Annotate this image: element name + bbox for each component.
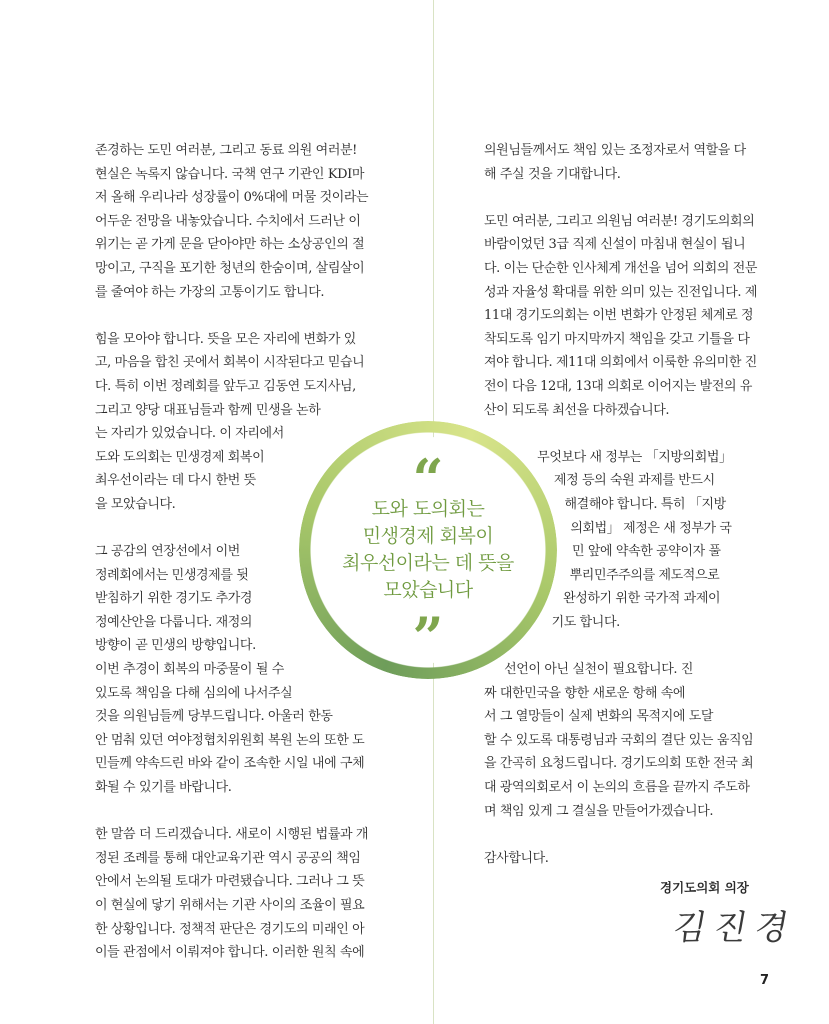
text-line: 그리고 양당 대표님들과 함께 민생을 논하 [95, 402, 321, 418]
text-line: 는 자리가 있었습니다. 이 자리에서 [95, 426, 284, 442]
text-line: 민 앞에 약속한 공약이자 풀 [571, 544, 721, 560]
text-line: 도민 여러분, 그리고 의원님 여러분! 경기도의회의 [484, 213, 755, 229]
text-line: 해 주실 것을 기대합니다. [484, 166, 621, 182]
signature: 김진경 [669, 908, 800, 948]
text-line: 바람이었던 3급 직제 신설이 마침내 현실이 됩니 [484, 237, 746, 253]
text-line: 의회법」 제정은 새 정부가 국 [570, 520, 732, 536]
text-line: 무엇보다 새 정부는 「지방의회법」 [537, 449, 732, 465]
pull-quote-line: 도와 도의회는 [371, 498, 485, 520]
text-line: 정된 조례를 통해 대안교육기관 역시 공공의 책임 [95, 850, 361, 866]
text-line: 를 줄여야 하는 가장의 고통이기도 합니다. [95, 284, 325, 300]
paragraph-gap [484, 186, 757, 210]
page-number: 7 [760, 973, 770, 988]
text-line: 안 멈춰 있던 여야정협치위원회 복원 논의 또한 도 [95, 732, 365, 748]
text-line: 서 그 열망들이 실제 변화의 목적지에 도달 [484, 709, 714, 725]
text-line: 방향이 곧 민생의 방향입니다. [95, 638, 256, 654]
text-line: 도와 도의회는 민생경제 회복이 [95, 449, 265, 465]
text-line: 존경하는 도민 여러분, 그리고 동료 의원 여러분! [95, 143, 357, 158]
text-line: 한 말씀 더 드리겠습니다. 새로이 시행된 법률과 개 [95, 827, 369, 843]
text-line: 위기는 곧 가게 문을 닫아야만 하는 소상공인의 절 [95, 237, 365, 253]
text-line: 할 수 있도록 대통령님과 국회의 결단 있는 움직임 [484, 732, 754, 748]
text-line: 다. 이는 단순한 인사체계 개선을 넘어 의회의 전문 [484, 260, 758, 276]
text-line: 저 올해 우리나라 성장률이 0%대에 머물 것이라는 [95, 190, 369, 206]
pull-quote-line: 최우선이라는 데 뜻을 [342, 552, 514, 574]
signature-title: 경기도의회 의장 [660, 880, 749, 895]
text-line: 짜 대한민국을 향한 새로운 항해 속에 [484, 685, 686, 701]
text-line: 11대 경기도의회는 이번 변화가 안정된 체계로 정 [484, 308, 754, 324]
paragraph-gap [95, 304, 368, 328]
pull-quote-line: 민생경제 회복이 [362, 525, 494, 547]
paragraph-gap [484, 823, 757, 847]
text-line: 이들 관점에서 이뤄져야 합니다. 이러한 원칙 속에 [95, 945, 365, 961]
text-line: 을 간곡히 요청드립니다. 경기도의회 또한 전국 최 [484, 756, 754, 772]
paragraph-gap [484, 422, 757, 446]
text-line: 져야 합니다. 제11대 의회에서 이룩한 유의미한 진 [484, 355, 757, 371]
text-line: 고, 마음을 합친 곳에서 회복이 시작된다고 믿습니 [95, 355, 365, 371]
text-line: 있도록 책임을 다해 심의에 나서주실 [95, 685, 293, 701]
paragraph-gap [95, 800, 368, 824]
text-line: 을 모았습니다. [95, 496, 176, 512]
text-line: 제정 등의 숙원 과제를 반드시 [553, 473, 715, 489]
text-line: 전이 다음 12대, 13대 의회로 이어지는 발전의 유 [484, 378, 753, 394]
text-line: 힘을 모아야 합니다. 뜻을 모은 자리에 변화가 있 [95, 331, 356, 347]
text-line: 화될 수 있기를 바랍니다. [95, 780, 232, 796]
text-line: 산이 되도록 최선을 다하겠습니다. [484, 402, 670, 418]
text-line: 받침하기 위한 경기도 추가경 [95, 591, 253, 607]
pull-quote-text [315, 496, 541, 604]
text-line: 한 상황입니다. 정책적 판단은 경기도의 미래인 아 [95, 921, 365, 937]
text-line: 망이고, 구직을 포기한 청년의 한숨이며, 살림살이 [95, 260, 365, 276]
text-line: 착되도록 임기 마지막까지 책임을 갖고 기틀을 다 [484, 331, 750, 347]
text-line: 감사합니다. [484, 850, 549, 866]
text-line: 대 광역의회로서 이 논의의 흐름을 끝까지 주도하 [484, 780, 750, 796]
text-line: 안에서 논의될 토대가 마련됐습니다. 그러나 그 뜻 [95, 874, 365, 890]
open-quote-icon: “ [412, 447, 444, 511]
text-line: 기도 합니다. [551, 614, 620, 630]
text-line: 이 현실에 닿기 위해서는 기관 사이의 조율이 필요 [95, 898, 365, 913]
text-line: 것을 의원님들께 당부드립니다. 아울러 한동 [95, 709, 333, 725]
pull-quote-line: 모았습니다 [383, 579, 473, 601]
text-line: 그 공감의 연장선에서 이번 [95, 544, 240, 560]
text-line: 성과 자율성 확대를 위한 의미 있는 진전입니다. 제 [484, 284, 758, 300]
text-line: 해결해야 합니다. 특히 「지방 [564, 496, 726, 512]
text-line: 선언이 아닌 실천이 필요합니다. 진 [504, 662, 693, 678]
text-line: 며 책임 있게 그 결실을 만들어가겠습니다. [484, 803, 714, 819]
text-line: 현실은 녹록지 않습니다. 국책 연구 기관인 KDI마 [95, 166, 365, 182]
close-quote-icon: ” [412, 605, 444, 669]
text-line: 의원님들께서도 책임 있는 조정자로서 역할을 다 [484, 143, 746, 158]
text-line: 이번 추경이 회복의 마중물이 될 수 [95, 662, 284, 678]
text-line: 최우선이라는 데 다시 한번 뜻 [95, 473, 256, 489]
text-line: 어두운 전망을 내놓았습니다. 수치에서 드러난 이 [95, 213, 361, 229]
paragraph-gap [484, 634, 757, 658]
text-line: 민들께 약속드린 바와 같이 조속한 시일 내에 구체 [95, 756, 365, 772]
text-line: 뿌리민주주의를 제도적으로 [569, 567, 720, 583]
text-line: 정예산안을 다룹니다. 재정의 [95, 614, 253, 630]
text-line: 정례회에서는 민생경제를 뒷 [95, 567, 249, 583]
text-line: 완성하기 위한 국가적 과제이 [563, 591, 721, 607]
text-line: 다. 특히 이번 정례회를 앞두고 김동연 도지사님, [95, 378, 356, 394]
